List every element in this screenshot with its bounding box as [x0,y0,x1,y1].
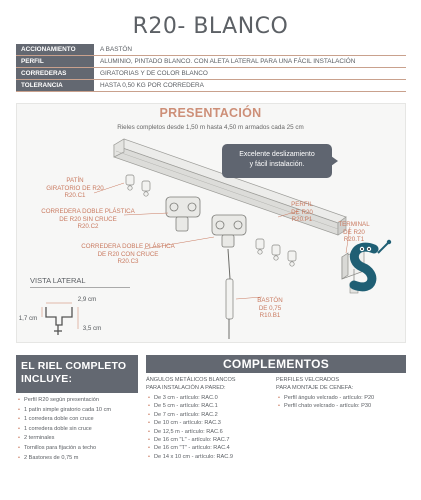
section-heading: PARA INSTALACIÓN A PARED: [146,384,226,391]
list-item: • De 12,5 m - artículo: RAC.6 [146,428,272,436]
list-item: • De 16 cm "T" - artículo: RAC.4 [146,444,272,452]
list-item: • Perfil chato velcrado - artículo: P30 [276,402,406,410]
list-item: • De 16 cm "L" - artículo: RAC.7 [146,436,272,444]
speech-bubble [222,144,332,178]
vista-lateral-title: VISTA LATERAL [30,276,130,288]
spec-value: GIRATORIAS Y DE COLOR BLANCO [94,68,406,80]
spec-row [16,56,406,68]
spec-value: HASTA 0,50 KG POR CORREDERA [94,80,406,92]
section-heading: ÁNGULOS METÁLICOS BLANCOS [146,377,236,383]
spec-key: TOLERANCIA [16,80,94,92]
label-line: PERFIL [291,201,313,208]
list-item: • 1 corredera doble con cruce [16,415,138,425]
bubble-line: Excelente deslizamiento [239,151,315,158]
label-line: DE R20 [343,228,365,236]
spec-row [16,80,406,92]
spec-value: ALUMINIO, PINTADO BLANCO. CON ALETA LATERAL PARA UNA FÁCIL INSTALACIÓN [94,56,406,68]
label-line: R20.P1 [291,216,313,224]
riel-header-line: INCLUYE: [21,373,73,385]
riel-includes-list [16,396,138,463]
label-terminal [332,221,376,244]
list-item: • De 7 cm - artículo: RAC.2 [146,411,272,419]
list-item: • 2 terminales [16,434,138,444]
list-item: • 1 corredera doble sin cruce [16,425,138,435]
page-title: R20- BLANCO [132,14,289,39]
list-item: • Tornillos para fijación a techo [16,444,138,454]
spec-row [16,44,406,56]
complementos-header: COMPLEMENTOS [146,355,406,373]
dim-height-total: 3,5 cm [82,325,102,332]
dim-width: 2,9 cm [77,296,97,303]
perfiles-list [276,394,406,411]
list-item: • 2 Bastones de 0,75 m [16,454,138,464]
label-line: DE 0,75 [258,304,282,312]
label-line: TERMINAL [338,221,370,228]
list-item: • Perfil R20 según presentación [16,396,138,406]
complementos-angulos [146,377,272,461]
label-line: R10.B1 [259,312,281,320]
riel-header-line: EL RIEL COMPLETO [21,360,127,372]
label-line: CORREDERA DOBLE PLÁSTICA [41,208,135,215]
label-line: R20.T1 [343,236,365,244]
section-heading: PARA MONTAJE DE CENEFA: [276,384,354,391]
label-corredera-sin-cruce [38,208,138,231]
s-mascot-icon [354,240,391,287]
label-line: BASTÓN [257,297,283,304]
spec-key: CORREDERAS [16,68,94,80]
complementos-perfiles [276,377,406,411]
specs-table [16,44,406,92]
angulos-list [146,394,272,461]
label-line: CORREDERA DOBLE PLÁSTICA [81,243,175,250]
label-baston [250,297,290,320]
presentacion-title: PRESENTACIÓN [159,106,262,120]
section-heading: PERFILES VELCRADOS [276,377,340,383]
label-line: R20.C1 [64,192,86,200]
label-line: PATÍN [66,177,84,184]
spec-row [16,68,406,80]
dim-height-small: 1,7 cm [18,315,38,322]
label-line: DE R20 SIN CRUCE [59,215,117,223]
list-item: • Perfil ángulo velcrado - artículo: P20 [276,394,406,402]
spec-value: A BASTÓN [94,44,406,56]
riel-completo-header [16,355,138,393]
list-item: • De 5 cm - artículo: RAC.1 [146,402,272,410]
spec-key: ACCIONAMIENTO [16,44,94,56]
bubble-line: y fácil instalación. [249,161,305,168]
list-item: • 1 patín simple giratorio cada 10 cm [16,406,138,416]
spec-key: PERFIL [16,56,94,68]
list-item: • De 10 cm - artículo: RAC.3 [146,419,272,427]
presentacion-subtitle: Rieles completos desde 1,50 m hasta 4,50 m armados cada 25 cm [117,124,304,131]
label-line: R20.C2 [77,223,99,231]
label-line: GIRATORIO DE R20 [46,184,104,192]
label-line: R20.C3 [117,258,139,266]
label-patin [35,177,115,200]
label-line: DE R20 [291,208,313,216]
label-perfil [282,201,322,224]
label-line: DE R20 CON CRUCE [97,250,159,258]
list-item: • De 3 cm - artículo: RAC.0 [146,394,272,402]
label-corredera-con-cruce [78,243,178,266]
list-item: • De 14 x 10 cm - artículo: RAC.9 [146,453,272,461]
